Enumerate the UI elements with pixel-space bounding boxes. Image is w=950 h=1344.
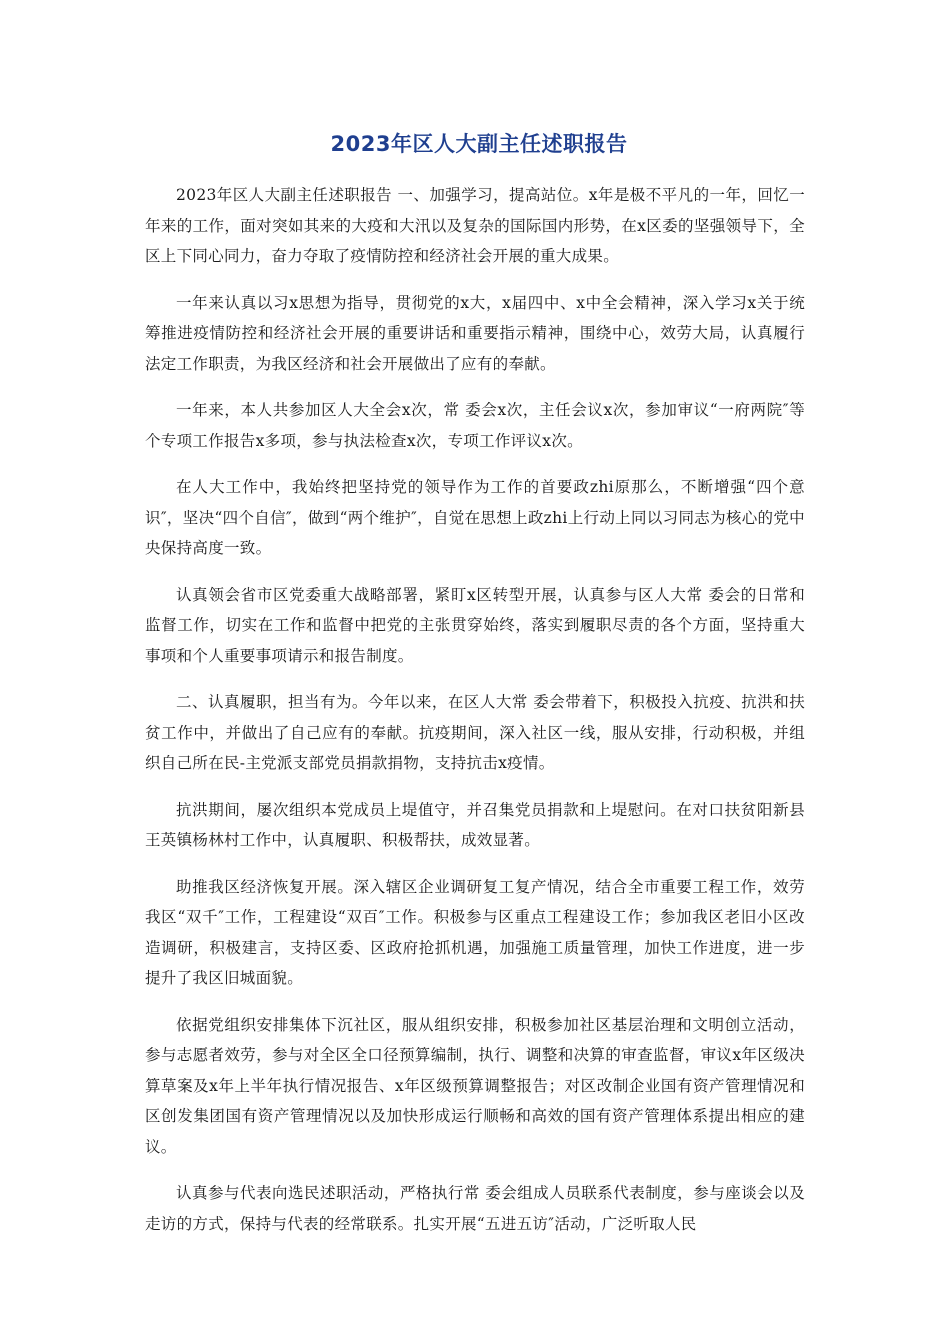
paragraph: 助推我区经济恢复开展。深入辖区企业调研复工复产情况，结合全市重要工程工作，效劳我区“双千″工作，工程建设“双百″工作。积极参与区重点工程建设工作；参加我区老旧小区改造调研，积极建言，支持区委、区政府抢抓机遇，加强施工质量管理，加快工作进度，进一步提升了我区旧城面貌。 (145, 877, 805, 987)
document-title: 2023年区人大副主任述职报告 (330, 132, 628, 156)
document-page (145, 128, 805, 1255)
paragraph: 认真参与代表向选民述职活动，严格执行常 委会组成人员联系代表制度，参与座谈会以及走访的方式，保持与代表的经常联系。扎实开展“五进五访″活动，广泛听取人民 (145, 1184, 805, 1233)
paragraph: 一年来认真以习x思想为指导，贯彻党的x大，x届四中、x中全会精神，深入学习x关于统筹推进疫情防控和经济社会开展的重要讲话和重要指示精神，围绕中心，效劳大局，认真履行法定工作职责，为我区经济和社会开展做出了应有的奉献。 (145, 293, 805, 373)
paragraph: 依据党组织安排集体下沉社区，服从组织安排，积极参加社区基层治理和文明创立活动，参与志愿者效劳，参与对全区全口径预算编制，执行、调整和决算的审查监督，审议x年区级决算草案及x年上半年执行情况报告、x年区级预算调整报告；对区改制企业国有资产管理情况和区创发集团国有资产管理情况以及加快形成运行顺畅和高效的国有资产管理体系提出相应的建议。 (145, 1015, 805, 1156)
paragraph: 一年来，本人共参加区人大全会x次，常 委会x次，主任会议x次，参加审议“一府两院″等个专项工作报告x多项，参与执法检查x次，专项工作评议x次。 (145, 401, 805, 450)
paragraph: 二、认真履职，担当有为。今年以来，在区人大常 委会带着下，积极投入抗疫、抗洪和扶贫工作中，并做出了自己应有的奉献。抗疫期间，深入社区一线，服从安排，行动积极，并组织自己所在民-主党派支部党员捐款捐物，支持抗击x疫情。 (145, 693, 805, 772)
paragraph: 2023年区人大副主任述职报告 一、加强学习，提高站位。x年是极不平凡的一年，回忆一年来的工作，面对突如其来的大疫和大汛以及复杂的国际国内形势，在x区委的坚强领导下，全区上下同心同力，奋力夺取了疫情防控和经济社会开展的重大成果。 (145, 186, 805, 265)
paragraph: 抗洪期间，屡次组织本党成员上堤值守，并召集党员捐款和上堤慰问。在对口扶贫阳新县王英镇杨林村工作中，认真履职、积极帮扶，成效显著。 (145, 800, 805, 849)
paragraph: 在人大工作中，我始终把坚持党的领导作为工作的首要政zhi原那么，不断增强“四个意识″，坚决“四个自信″，做到“两个维护″，自觉在思想上政zhi上行动上同以习同志为核心的党中央保持高度一致。 (145, 478, 805, 557)
paragraph: 认真领会省市区党委重大战略部署，紧盯x区转型开展，认真参与区人大常 委会的日常和监督工作，切实在工作和监督中把党的主张贯穿始终，落实到履职尽责的各个方面，坚持重大事项和个人重要事项请示和报告制度。 (145, 585, 805, 665)
